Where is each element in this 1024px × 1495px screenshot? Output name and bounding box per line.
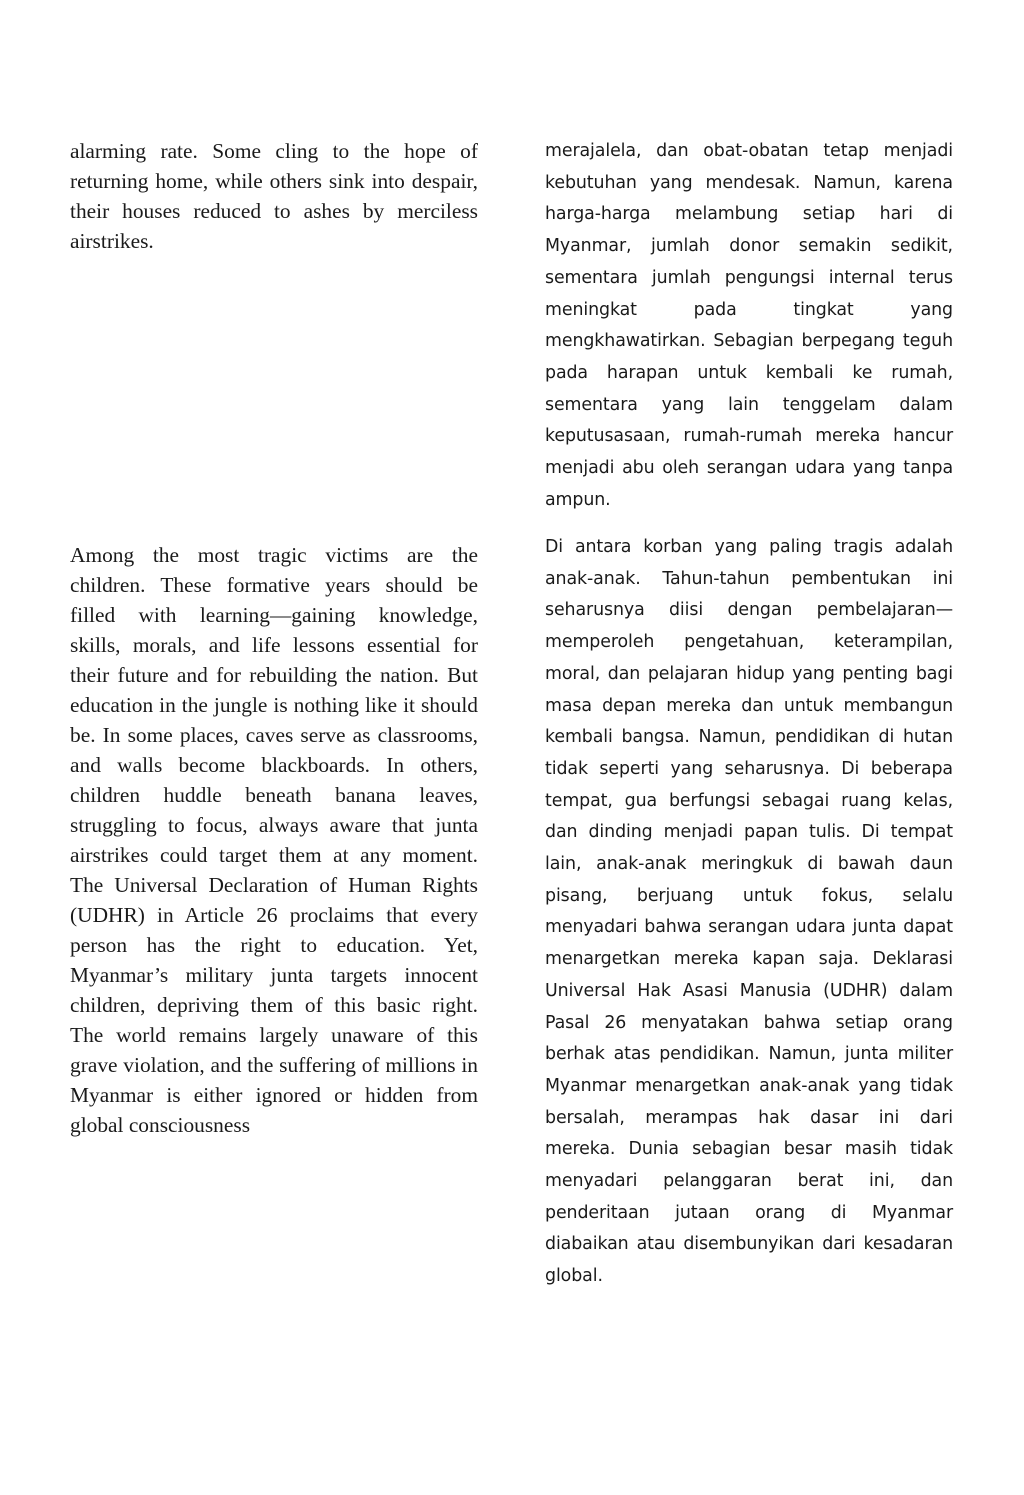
indonesian-paragraph-2: Di antara korban yang paling tragis adalah anak-anak. Tahun-tahun pembentukan ini seharusnya diisi dengan pembelajaran—memperoleh pengetahuan, keterampilan, moral, dan pelajaran hidup yang penting bagi masa depan mereka dan untuk membangun kembali bangsa. Namun, pendidikan di hutan tidak seperti yang seharusnya. Di beberapa tempat, gua berfungsi sebagai ruang kelas, dan dinding menjadi papan tulis. Di tempat lain, anak-anak meringkuk di bawah daun pisang, berjuang untuk fokus, selalu menyadari bahwa serangan udara junta dapat menargetkan mereka kapan saja. Deklarasi Universal Hak Asasi Manusia (UDHR) dalam Pasal 26 menyatakan bahwa setiap orang berhak atas pendidikan. Namun, junta militer Myanmar menargetkan anak-anak yang tidak bersalah, merampas hak dasar ini dari mereka. Dunia sebagian besar masih tidak menyadari pelanggaran berat ini, dan penderitaan jutaan orang di Myanmar diabaikan atau disembunyikan dari kesadaran global. bbox=[545, 537, 953, 1287]
indonesian-paragraph-1: merajalela, dan obat-obatan tetap menjadi kebutuhan yang mendesak. Namun, karena harga-harga melambung setiap hari di Myanmar, jumlah donor semakin sedikit, sementara jumlah pengungsi internal terus meningkat pada tingkat yang mengkhawatirkan. Sebagian berpegang teguh pada harapan untuk kembali ke rumah, sementara yang lain tenggelam dalam keputusasaan, rumah-rumah mereka hancur menjadi abu oleh serangan udara yang tanpa ampun. bbox=[545, 141, 953, 510]
english-paragraph-1: alarming rate. Some cling to the hope of returning home, while others sink into despair, their houses reduced to ashes by merciless airstrikes. bbox=[70, 139, 478, 253]
english-paragraph-2: Among the most tragic victims are the children. These formative years should be filled with learning—gaining knowledge, skills, morals, and life lessons essential for their future and for rebuilding the nation. But education in the jungle is nothing like it should be. In some places, caves serve as classrooms, and walls become blackboards. In others, children huddle beneath banana leaves, struggling to focus, always aware that junta airstrikes could target them at any moment. The Universal Declaration of Human Rights (UDHR) in Article 26 proclaims that every person has the right to education. Yet, Myanmar’s military junta targets innocent children, depriving them of this basic right. The world remains largely unaware of this grave violation, and the suffering of millions in Myanmar is either ignored or hidden from global consciousness bbox=[70, 543, 478, 1137]
